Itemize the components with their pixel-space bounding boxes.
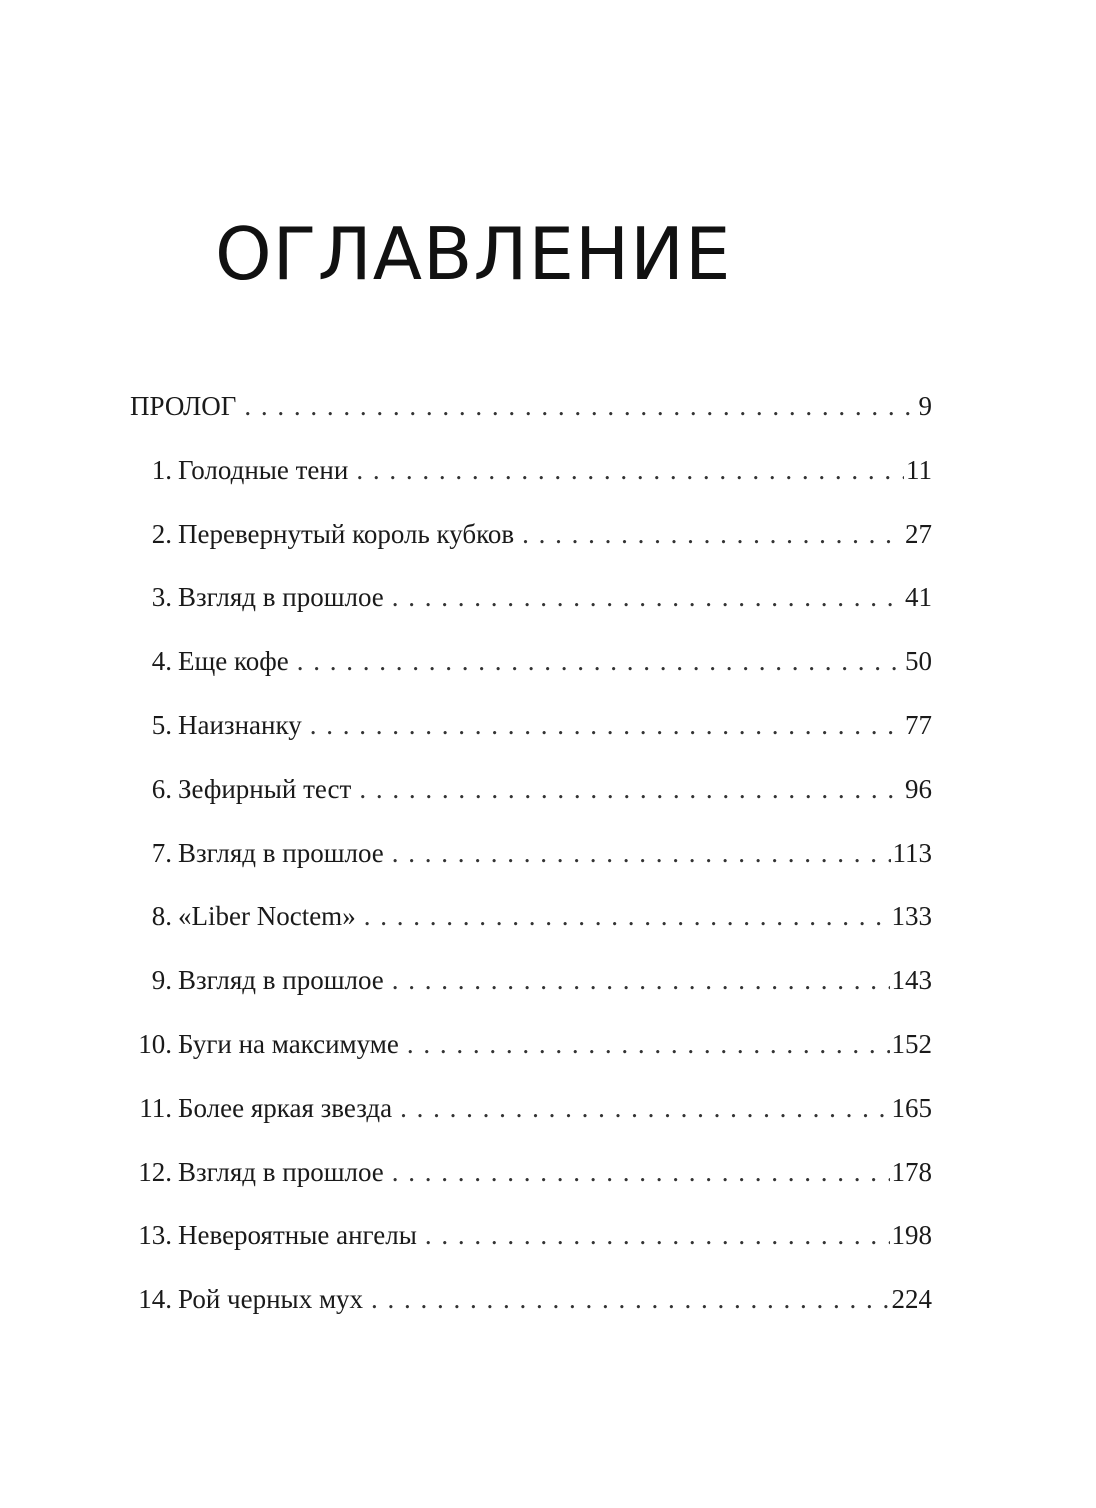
toc-chapter-number: 10. bbox=[138, 1028, 172, 1059]
toc-chapter-number: 4. bbox=[151, 646, 172, 677]
toc-dot-leader bbox=[392, 1082, 889, 1134]
toc-page-number: 133 bbox=[891, 901, 932, 932]
toc-dot-leader bbox=[302, 699, 903, 751]
toc-chapter-number: 2. bbox=[151, 518, 172, 549]
toc-entry bbox=[130, 508, 932, 572]
toc-page-number: 143 bbox=[891, 965, 932, 996]
toc-entry bbox=[130, 1209, 932, 1273]
toc-chapter-number: 8. bbox=[151, 901, 172, 932]
toc-chapter-number: 14. bbox=[138, 1284, 172, 1315]
table-of-contents bbox=[130, 380, 932, 1337]
toc-entry-label: Рой черных мух bbox=[178, 1284, 364, 1315]
toc-page-number: 9 bbox=[918, 391, 932, 421]
toc-chapter-number: 5. bbox=[151, 709, 172, 740]
toc-entry-label: Зефирный тест bbox=[178, 773, 352, 804]
toc-chapter-number: 1. bbox=[151, 454, 172, 485]
toc-dot-leader bbox=[236, 380, 916, 432]
toc-entry bbox=[130, 954, 932, 1018]
toc-entry bbox=[130, 1082, 932, 1146]
toc-entry-label: Голодные тени bbox=[178, 454, 349, 485]
toc-page-number: 50 bbox=[905, 646, 932, 677]
toc-page-number: 152 bbox=[891, 1028, 932, 1059]
toc-page-number: 113 bbox=[892, 837, 932, 868]
toc-dot-leader bbox=[384, 1146, 890, 1198]
toc-entry-label: Взгляд в прошлое bbox=[178, 837, 384, 868]
toc-chapter-number: 6. bbox=[151, 773, 172, 804]
toc-chapter-number: 12. bbox=[138, 1156, 172, 1187]
toc-dot-leader bbox=[399, 1018, 890, 1070]
toc-entry-label: Невероятные ангелы bbox=[178, 1220, 417, 1251]
toc-page-number: 165 bbox=[891, 1092, 932, 1123]
toc-entry-label: Взгляд в прошлое bbox=[178, 582, 384, 613]
toc-page-number: 178 bbox=[891, 1156, 932, 1187]
toc-entry bbox=[130, 699, 932, 763]
toc-page-number: 198 bbox=[891, 1220, 932, 1251]
toc-dot-leader bbox=[348, 444, 904, 496]
toc-entry bbox=[130, 571, 932, 635]
toc-entry-label: Перевернутый король кубков bbox=[178, 518, 515, 549]
toc-entry-label: Буги на максимуме bbox=[178, 1028, 399, 1059]
page-title: ОГЛАВЛЕНИЕ bbox=[215, 212, 732, 296]
toc-entry-label: Еще кофе bbox=[178, 646, 289, 677]
toc-entry-prologue bbox=[130, 380, 932, 444]
toc-entry bbox=[130, 1018, 932, 1082]
toc-entry-label: ПРОЛОГ bbox=[130, 391, 237, 421]
toc-entry-label: Наизнанку bbox=[178, 709, 302, 740]
toc-dot-leader bbox=[384, 954, 890, 1006]
toc-chapter-number: 9. bbox=[151, 965, 172, 996]
toc-entry-label: Более яркая звезда bbox=[178, 1092, 393, 1123]
toc-page-number: 96 bbox=[905, 773, 932, 804]
toc-dot-leader bbox=[417, 1209, 890, 1261]
toc-entry bbox=[130, 1273, 932, 1337]
toc-entry-label: Взгляд в прошлое bbox=[178, 1156, 384, 1187]
toc-entry bbox=[130, 635, 932, 699]
toc-entry-label: «Liber Noctem» bbox=[178, 901, 356, 932]
toc-page-number: 11 bbox=[906, 454, 932, 485]
toc-page-number: 77 bbox=[905, 709, 932, 740]
toc-chapter-number: 3. bbox=[151, 582, 172, 613]
toc-entry bbox=[130, 890, 932, 954]
toc-dot-leader bbox=[384, 571, 903, 623]
toc-dot-leader bbox=[356, 890, 890, 942]
toc-dot-leader bbox=[514, 508, 903, 560]
toc-page-number: 41 bbox=[905, 582, 932, 613]
toc-entry bbox=[130, 763, 932, 827]
toc-dot-leader bbox=[289, 635, 903, 687]
toc-dot-leader bbox=[363, 1273, 889, 1325]
toc-chapter-number: 11. bbox=[139, 1092, 172, 1123]
toc-dot-leader bbox=[384, 827, 891, 879]
toc-page-number: 27 bbox=[905, 518, 932, 549]
toc-dot-leader bbox=[351, 763, 903, 815]
toc-chapter-number: 13. bbox=[138, 1220, 172, 1251]
toc-entry bbox=[130, 1146, 932, 1210]
toc-entry-label: Взгляд в прошлое bbox=[178, 965, 384, 996]
toc-page-number: 224 bbox=[891, 1284, 932, 1315]
toc-entry bbox=[130, 827, 932, 891]
toc-chapter-number: 7. bbox=[151, 837, 172, 868]
toc-entry bbox=[130, 444, 932, 508]
